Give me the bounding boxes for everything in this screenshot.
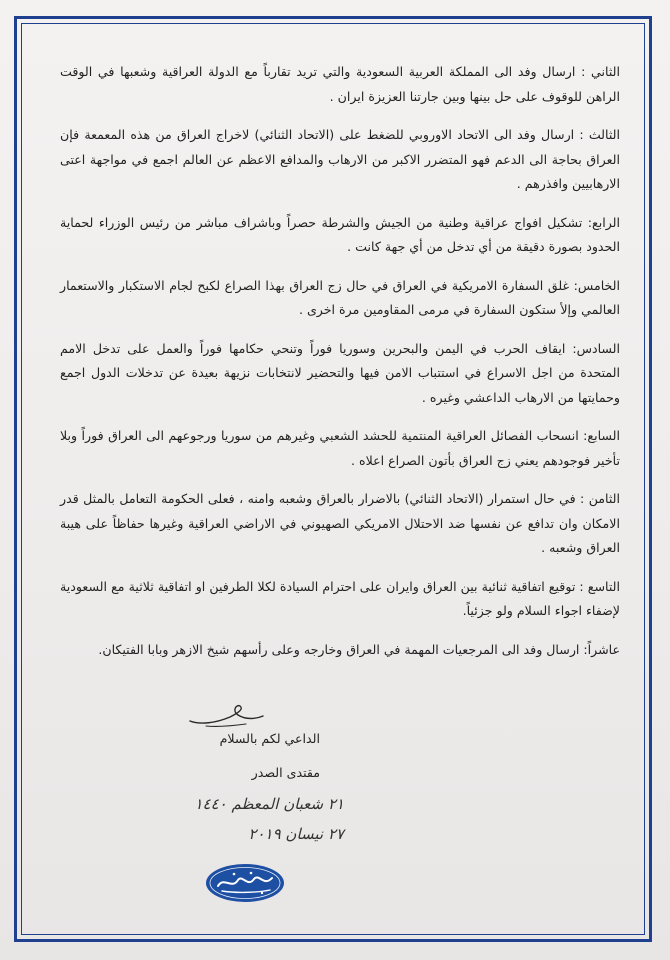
paragraph-sixth: السادس: ايقاف الحرب في اليمن والبحرين وسوريا فوراً وتنحي حكامها فوراً والعمل على تدخل الامم المتحدة من اجل الاسراع في استتباب الامن فيها والتحضير لانتخابات نزيهة بعيدة عن تدخلات الدول اجمع وحمايتها من الارهاب الداعشي وغيره . [60, 340, 620, 405]
letter-body [60, 60, 620, 676]
paragraph-eighth: الثامن : في حال استمرار (الاتحاد الثنائي) بالاضرار بالعراق وشعبه وامنه ، فعلى الحكومة التعامل بالمثل قدر الامكان وان تدافع عن نفسها ضد الاحتلال الامريكي الصهيوني في الاراضي العراقية وغيرها حفاظاً على هيبة العراق وشعبه . [60, 491, 620, 555]
closing-line: الداعي لكم بالسلام [219, 731, 320, 746]
calligraphy-seal [204, 862, 286, 904]
paragraph-second: الثاني : ارسال وفد الى المملكة العربية السعودية والتي تريد تقارباً مع الدولة العراقية وشعبها في الوقت الراهن للوقوف على حل بينها وبين جارتنا العزيزة ايران . [60, 64, 620, 104]
signer-name: مقتدى الصدر [251, 765, 320, 780]
paragraph-ninth: التاسع : توقيع اتفاقية ثنائية بين العراق وايران على احترام السيادة لكلا الطرفين او اتفاقية ثلاثية مع السعودية لإضفاء اجواء السلام ولو جزئياً. [60, 578, 620, 618]
paragraph-tenth: عاشراً: ارسال وفد الى المرجعيات المهمة في العراق وخارجه وعلى رأسهم شيخ الازهر وبابا الفتيكان. [98, 641, 620, 657]
gregorian-date: ٢٧ نيسان ٢٠١٩ [248, 825, 344, 843]
handwritten-signature [186, 703, 266, 729]
paragraph-fourth: الرابع: تشكيل افواج عراقية وطنية من الجيش والشرطة حصراً وباشراف مباشر من رئيس الوزراء لحماية الحدود بصورة دقيقة من أي تدخل من أي جهة كانت . [60, 214, 620, 254]
hijri-date: ٢١ شعبان المعظم ١٤٤٠ [194, 795, 344, 813]
paragraph-fifth: الخامس: غلق السفارة الامريكية في العراق في حال زج العراق بهذا الصراع لكبح لجام الاستكبار والاستعمار العالمي وإلأ ستكون السفارة في مرمى المقاومين مرة اخرى . [60, 277, 620, 317]
paragraph-seventh: السابع: انسحاب الفصائل العراقية المنتمية للحشد الشعبي وغيرهم من سوريا ورجوعهم الى العراق فوراً وبلا تأخير فوجودهم يعني زج العراق بأتون الصراع اعلاه . [60, 428, 620, 468]
paragraph-third: الثالث : ارسال وفد الى الاتحاد الاوروبي للضغط على (الاتحاد الثنائي) لاخراج العراق من هذه المعمعة فإن العراق بحاجة الى الدعم فهو المتضرر الاكبر من الارهاب والمدافع الاعظم عن العالم اجمع في مواجهة اعتى الارهابيين وافذرهم . [60, 127, 620, 191]
